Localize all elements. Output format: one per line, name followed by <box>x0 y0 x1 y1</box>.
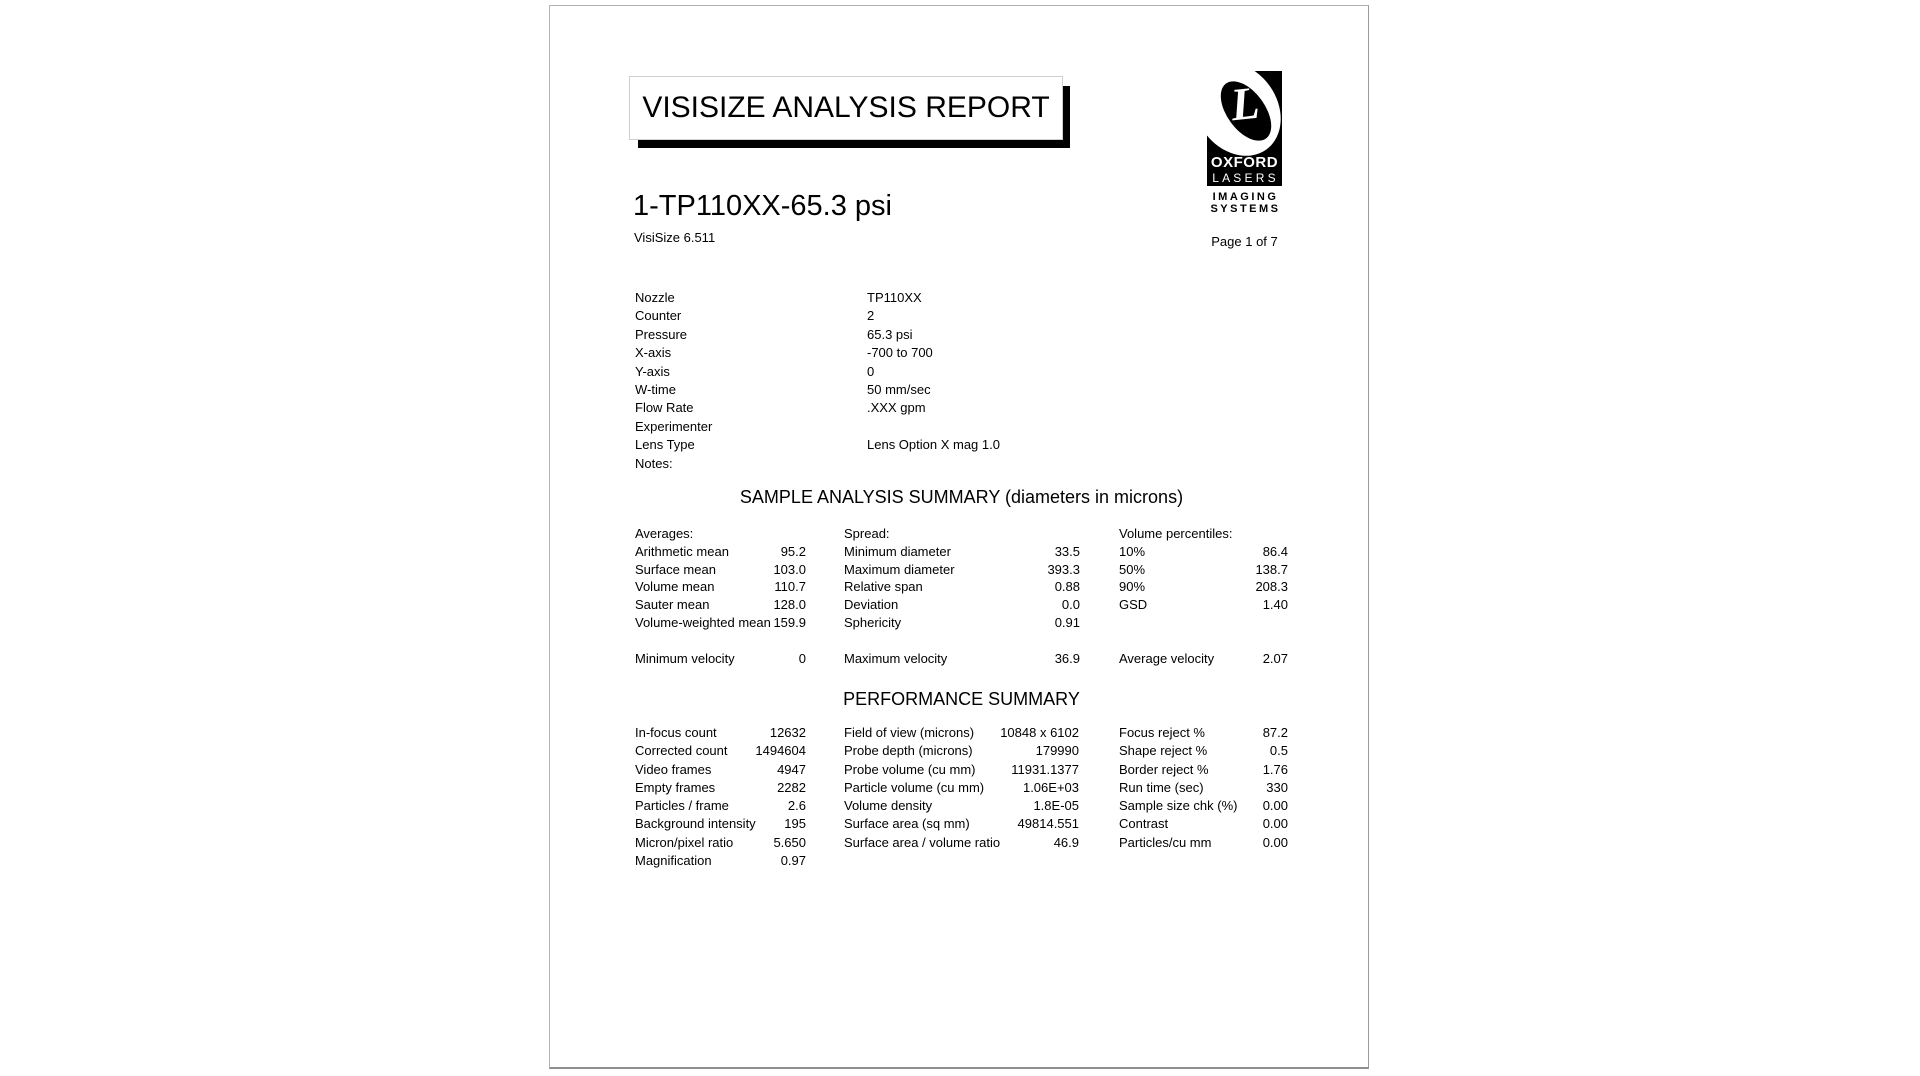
stat-row <box>635 596 806 614</box>
stat-value: 1.76 <box>1262 761 1288 777</box>
parameter-row <box>635 307 1065 325</box>
stat-label: Corrected count <box>635 743 728 759</box>
parameter-value: -700 to 700 <box>867 345 933 361</box>
stat-value: 1494604 <box>755 743 806 759</box>
stat-label: Average velocity <box>1119 651 1215 666</box>
column-header: Averages: <box>635 526 694 541</box>
stat-row <box>1119 815 1288 833</box>
logo-oxford-text: OXFORD <box>1210 154 1279 171</box>
stat-row <box>844 724 1079 742</box>
stat-row <box>635 614 806 632</box>
stat-label: Deviation <box>844 597 899 613</box>
stat-row <box>1119 779 1288 797</box>
stat-row <box>635 815 806 833</box>
stat-label: Maximum velocity <box>844 651 948 666</box>
parameter-row <box>635 436 1065 454</box>
stat-row <box>1119 578 1288 596</box>
stat-value: 138.7 <box>1255 561 1288 577</box>
stat-value: 2.07 <box>1262 651 1288 666</box>
stat-value: 0.91 <box>1054 614 1080 630</box>
stat-label: In-focus count <box>635 725 717 740</box>
stat-label: Shape reject % <box>1119 743 1208 759</box>
stat-row <box>635 742 806 760</box>
report-title-box <box>629 76 1063 140</box>
stat-label: Border reject % <box>1119 761 1209 777</box>
stat-label: Arithmetic mean <box>635 543 729 559</box>
stat-value: 95.2 <box>780 543 806 559</box>
logo-lasers-text: LASERS <box>1212 171 1279 185</box>
velocity-row <box>844 650 1080 668</box>
stat-value: 0.97 <box>780 853 806 869</box>
stat-row <box>844 779 1079 797</box>
stat-value: 33.5 <box>1054 543 1080 559</box>
software-version: VisiSize 6.511 <box>634 230 716 245</box>
stat-label: Volume density <box>844 798 933 814</box>
stat-row <box>844 834 1079 852</box>
velocity-row <box>1119 650 1288 668</box>
logo-systems-text: SYSTEMS <box>1210 203 1281 215</box>
parameter-label: Counter <box>635 308 682 324</box>
stat-label: Relative span <box>844 579 923 595</box>
spread-column <box>844 525 1080 685</box>
stat-value: 0.0 <box>1061 597 1080 613</box>
parameter-label: Y-axis <box>635 363 670 379</box>
parameter-label: Flow Rate <box>635 400 694 416</box>
parameter-label: Experimenter <box>635 418 713 434</box>
stat-label: Sample size chk (%) <box>1119 798 1238 814</box>
stat-value: 0 <box>798 651 806 666</box>
stat-value: 0.00 <box>1262 834 1288 850</box>
stat-value: 393.3 <box>1047 561 1080 577</box>
report-title: VISISIZE ANALYSIS REPORT <box>642 91 1050 124</box>
stat-value: 0.00 <box>1262 816 1288 832</box>
parameter-row <box>635 381 1065 399</box>
stat-row <box>844 815 1079 833</box>
stat-value: 330 <box>1266 779 1288 795</box>
parameter-row <box>635 399 1065 417</box>
parameter-value: TP110XX <box>867 290 922 305</box>
stat-row <box>635 834 806 852</box>
parameter-label: Nozzle <box>635 290 675 305</box>
stat-value: 36.9 <box>1054 651 1080 666</box>
stat-value: 1.40 <box>1262 597 1288 613</box>
stat-label: Micron/pixel ratio <box>635 834 734 850</box>
report-page <box>549 5 1369 1069</box>
parameter-row <box>635 326 1065 344</box>
parameter-value: 0 <box>867 363 875 379</box>
stat-row <box>635 779 806 797</box>
stat-row <box>1119 543 1288 561</box>
stat-row <box>844 742 1079 760</box>
stat-value: 0.88 <box>1054 579 1080 595</box>
stat-label: Magnification <box>635 853 712 869</box>
stat-label: GSD <box>1119 597 1148 613</box>
stat-label: Particle volume (cu mm) <box>844 779 985 795</box>
stat-label: Surface area (sq mm) <box>844 816 970 832</box>
section-heading-performance: PERFORMANCE SUMMARY <box>843 689 1080 709</box>
stat-value: 49814.551 <box>1017 816 1079 832</box>
stat-row <box>844 797 1079 815</box>
stat-label: Focus reject % <box>1119 725 1205 740</box>
stat-label: Run time (sec) <box>1119 779 1204 795</box>
stat-value: 46.9 <box>1053 834 1079 850</box>
performance-column-volumes <box>844 724 1079 852</box>
parameter-row <box>635 455 1065 473</box>
stat-label: Sauter mean <box>635 597 710 613</box>
stat-row <box>844 578 1080 596</box>
stat-value: 11931.1377 <box>1011 761 1079 777</box>
stat-value: 12632 <box>769 725 806 740</box>
stat-label: Minimum diameter <box>844 543 951 559</box>
stat-row <box>1119 596 1288 614</box>
logo-l-mark-icon: L <box>1228 76 1262 131</box>
parameter-label: Lens Type <box>635 437 695 453</box>
stat-label: 50% <box>1119 561 1146 577</box>
parameter-value: 50 mm/sec <box>867 381 931 397</box>
parameter-list <box>635 289 1065 473</box>
stat-label: Video frames <box>635 761 712 777</box>
stat-row <box>635 724 806 742</box>
stat-label: Empty frames <box>635 779 716 795</box>
stat-row <box>1119 834 1288 852</box>
stat-row <box>635 761 806 779</box>
parameter-label: X-axis <box>635 345 672 361</box>
stat-label: Minimum velocity <box>635 651 735 666</box>
stat-label: Probe volume (cu mm) <box>844 761 976 777</box>
stat-row <box>1119 797 1288 815</box>
velocity-row <box>635 650 806 668</box>
stat-value: 2.6 <box>787 798 806 814</box>
stat-label: Probe depth (microns) <box>844 743 973 759</box>
oxford-lasers-logo <box>1207 71 1282 256</box>
sample-title: 1-TP110XX-65.3 psi <box>633 190 892 222</box>
parameter-row <box>635 344 1065 362</box>
stat-value: 103.0 <box>773 561 806 577</box>
parameter-row <box>635 363 1065 381</box>
stat-row <box>1119 761 1288 779</box>
stat-label: Contrast <box>1119 816 1169 832</box>
stat-row <box>1119 742 1288 760</box>
parameter-row <box>635 289 1065 307</box>
stat-value: 2282 <box>777 779 806 795</box>
column-header: Volume percentiles: <box>1119 526 1233 541</box>
volume-percentiles-column <box>1119 525 1288 685</box>
stat-value: 1.8E-05 <box>1033 798 1079 814</box>
stat-value: 10848 x 6102 <box>1000 725 1079 740</box>
performance-column-rejects <box>1119 724 1288 852</box>
stat-row <box>635 561 806 579</box>
stat-row <box>844 561 1080 579</box>
stat-row <box>635 797 806 815</box>
stat-row <box>1119 724 1288 742</box>
parameter-value: .XXX gpm <box>867 400 926 416</box>
stat-value: 179990 <box>1035 743 1079 759</box>
parameter-label: Notes: <box>635 455 673 471</box>
stat-value: 128.0 <box>773 597 806 613</box>
stat-row <box>635 543 806 561</box>
stat-label: Surface area / volume ratio <box>844 834 1001 850</box>
stat-value: 4947 <box>777 761 806 777</box>
stat-label: Volume mean <box>635 579 715 595</box>
stat-row <box>844 614 1080 632</box>
stat-label: 10% <box>1119 543 1146 559</box>
stat-label: Volume-weighted mean <box>635 614 771 630</box>
stat-value: 86.4 <box>1262 543 1288 559</box>
parameter-value: 65.3 psi <box>867 326 913 342</box>
parameter-value: Lens Option X mag 1.0 <box>867 437 1000 453</box>
stat-value: 1.06E+03 <box>1022 779 1079 795</box>
stat-label: Field of view (microns) <box>844 725 975 740</box>
stat-label: Maximum diameter <box>844 561 955 577</box>
stat-label: Particles / frame <box>635 798 729 814</box>
parameter-label: Pressure <box>635 326 688 342</box>
stat-row <box>635 578 806 596</box>
stat-value: 0.5 <box>1269 743 1288 759</box>
parameter-label: W-time <box>635 381 676 397</box>
averages-column <box>635 525 806 685</box>
stat-label: 90% <box>1119 579 1146 595</box>
page-indicator: Page 1 of 7 <box>1211 234 1278 249</box>
stat-value: 110.7 <box>774 579 806 595</box>
stat-value: 159.9 <box>773 614 806 630</box>
stat-value: 208.3 <box>1255 579 1288 595</box>
stat-label: Particles/cu mm <box>1119 834 1212 850</box>
parameter-value: 2 <box>867 308 875 324</box>
stat-label: Background intensity <box>635 816 756 832</box>
parameter-row <box>635 418 1065 436</box>
stat-value: 5.650 <box>773 834 806 850</box>
stat-row <box>844 596 1080 614</box>
logo-imaging-text: IMAGING <box>1212 191 1279 203</box>
stat-label: Surface mean <box>635 561 716 577</box>
stat-value: 195 <box>784 816 806 832</box>
logo-block <box>1207 71 1282 186</box>
column-header: Spread: <box>844 526 890 541</box>
stat-value: 0.00 <box>1262 798 1288 814</box>
stat-value: 87.2 <box>1262 725 1288 740</box>
stat-row <box>844 543 1080 561</box>
stat-row <box>1119 561 1288 579</box>
stat-row <box>844 761 1079 779</box>
performance-column-counts <box>635 724 806 870</box>
stat-label: Sphericity <box>844 614 902 630</box>
stat-row <box>635 852 806 870</box>
section-heading-sample-analysis: SAMPLE ANALYSIS SUMMARY (diameters in microns) <box>739 487 1184 507</box>
